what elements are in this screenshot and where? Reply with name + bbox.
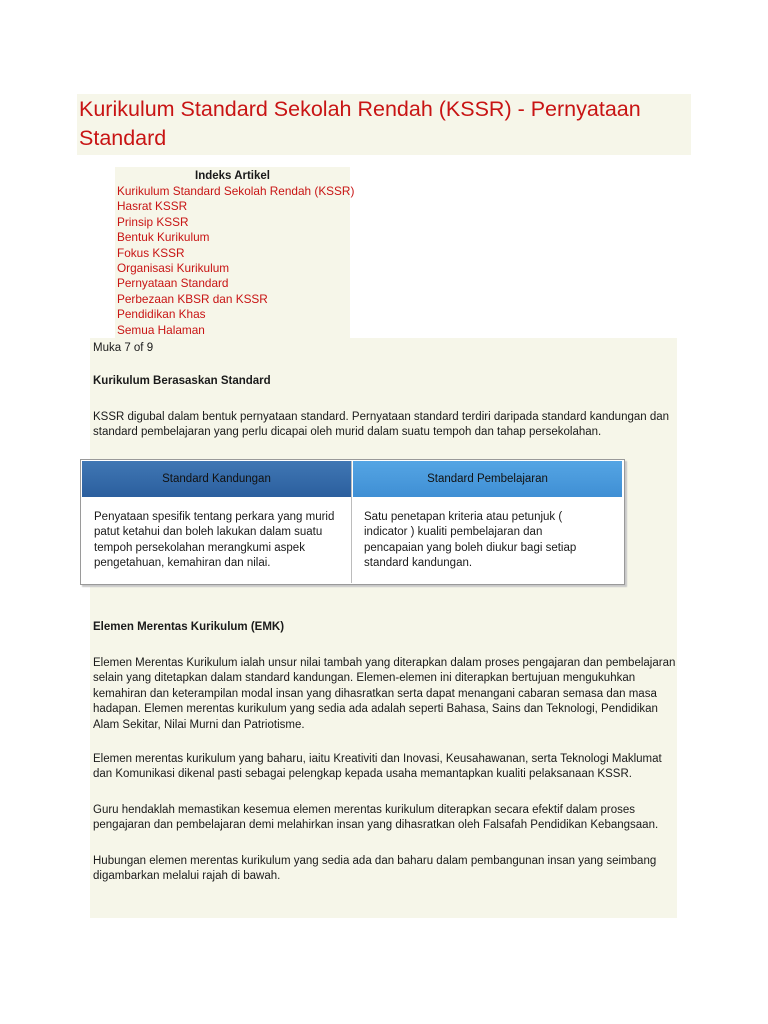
- index-link-fokus[interactable]: Fokus KSSR: [117, 245, 185, 260]
- page-indicator: Muka 7 of 9: [93, 342, 154, 354]
- paragraph-emk-3: Guru hendaklah memastikan kesemua elemen merentas kurikulum diterapkan secara efektif dalam proses pengajaran dan pembelajaran demi melahirkan insan yang dihasratkan oleh Falsafah Pendidikan Kebangsaan.: [93, 804, 659, 832]
- section-heading-emk: Elemen Merentas Kurikulum (EMK): [93, 621, 285, 633]
- index-link-prinsip[interactable]: Prinsip KSSR: [117, 214, 189, 229]
- paragraph-standard: KSSR digubal dalam bentuk pernyataan standard. Pernyataan standard terdiri daripada standard kandungan dan standard pembelajaran yang perlu dicapai oleh murid dalam suatu tempoh dan tahap persekolahan.: [93, 411, 670, 439]
- table-cell-pembelajaran: Satu penetapan kriteria atau petunjuk ( indicator ) kualiti pembelajaran dan pencapaian yang boleh diukur bagi setiap standard kandungan.: [364, 511, 577, 570]
- index-link-pendidikan-khas[interactable]: Pendidikan Khas: [117, 307, 206, 322]
- index-link-pernyataan[interactable]: Pernyataan Standard: [117, 276, 229, 291]
- index-link-semua-halaman[interactable]: Semua Halaman: [117, 322, 205, 337]
- article-index-list: [117, 184, 354, 338]
- table-column-divider: [351, 461, 352, 583]
- standard-table: [80, 459, 625, 585]
- index-link-hasrat[interactable]: Hasrat KSSR: [117, 199, 188, 214]
- index-link-perbezaan[interactable]: Perbezaan KBSR dan KSSR: [117, 291, 268, 306]
- table-header-kandungan: Standard Kandungan: [82, 461, 351, 497]
- article-index-heading: Indeks Artikel: [195, 170, 270, 182]
- index-link-kssr[interactable]: Kurikulum Standard Sekolah Rendah (KSSR): [117, 184, 355, 198]
- index-link-organisasi[interactable]: Organisasi Kurikulum: [117, 261, 230, 276]
- paragraph-emk-1: Elemen Merentas Kurikulum ialah unsur nilai tambah yang diterapkan dalam proses pengajaran dan pembelajaran selain yang ditetapkan dalam standard kandungan. Elemen-elemen ini diterapkan bertujuan mengukuhkan kemahiran dan keterampilan modal insan yang dihasratkan serta dapat menangani cabaran semasa dan masa hadapan. Elemen merentas kurikulum yang sedia ada adalah seperti Bahasa, Sains dan Teknologi, Pendidikan Alam Sekitar, Nilai Murni dan Patriotisme.: [93, 657, 676, 731]
- paragraph-emk-2: Elemen merentas kurikulum yang baharu, iaitu Kreativiti dan Inovasi, Keusahawanan, serta Teknologi Maklumat dan Komunikasi dikenal pasti sebagai pelengkap kepada usaha memantapkan kualiti pelaksanaan KSSR.: [93, 753, 662, 781]
- table-header-pembelajaran: Standard Pembelajaran: [353, 461, 622, 497]
- section-heading-standard: Kurikulum Berasaskan Standard: [93, 375, 271, 387]
- page-title: Kurikulum Standard Sekolah Rendah (KSSR) - Pernyataan Standard: [79, 97, 641, 150]
- index-link-bentuk[interactable]: Bentuk Kurikulum: [117, 230, 210, 245]
- table-cell-kandungan: Penyataan spesifik tentang perkara yang murid patut ketahui dan boleh lakukan dalam suatu tempoh persekolahan merangkumi aspek pengetahuan, kemahiran dan nilai.: [94, 511, 335, 570]
- paragraph-emk-4: Hubungan elemen merentas kurikulum yang sedia ada dan baharu dalam pembangunan insan yang seimbang digambarkan melalui rajah di bawah.: [93, 855, 657, 883]
